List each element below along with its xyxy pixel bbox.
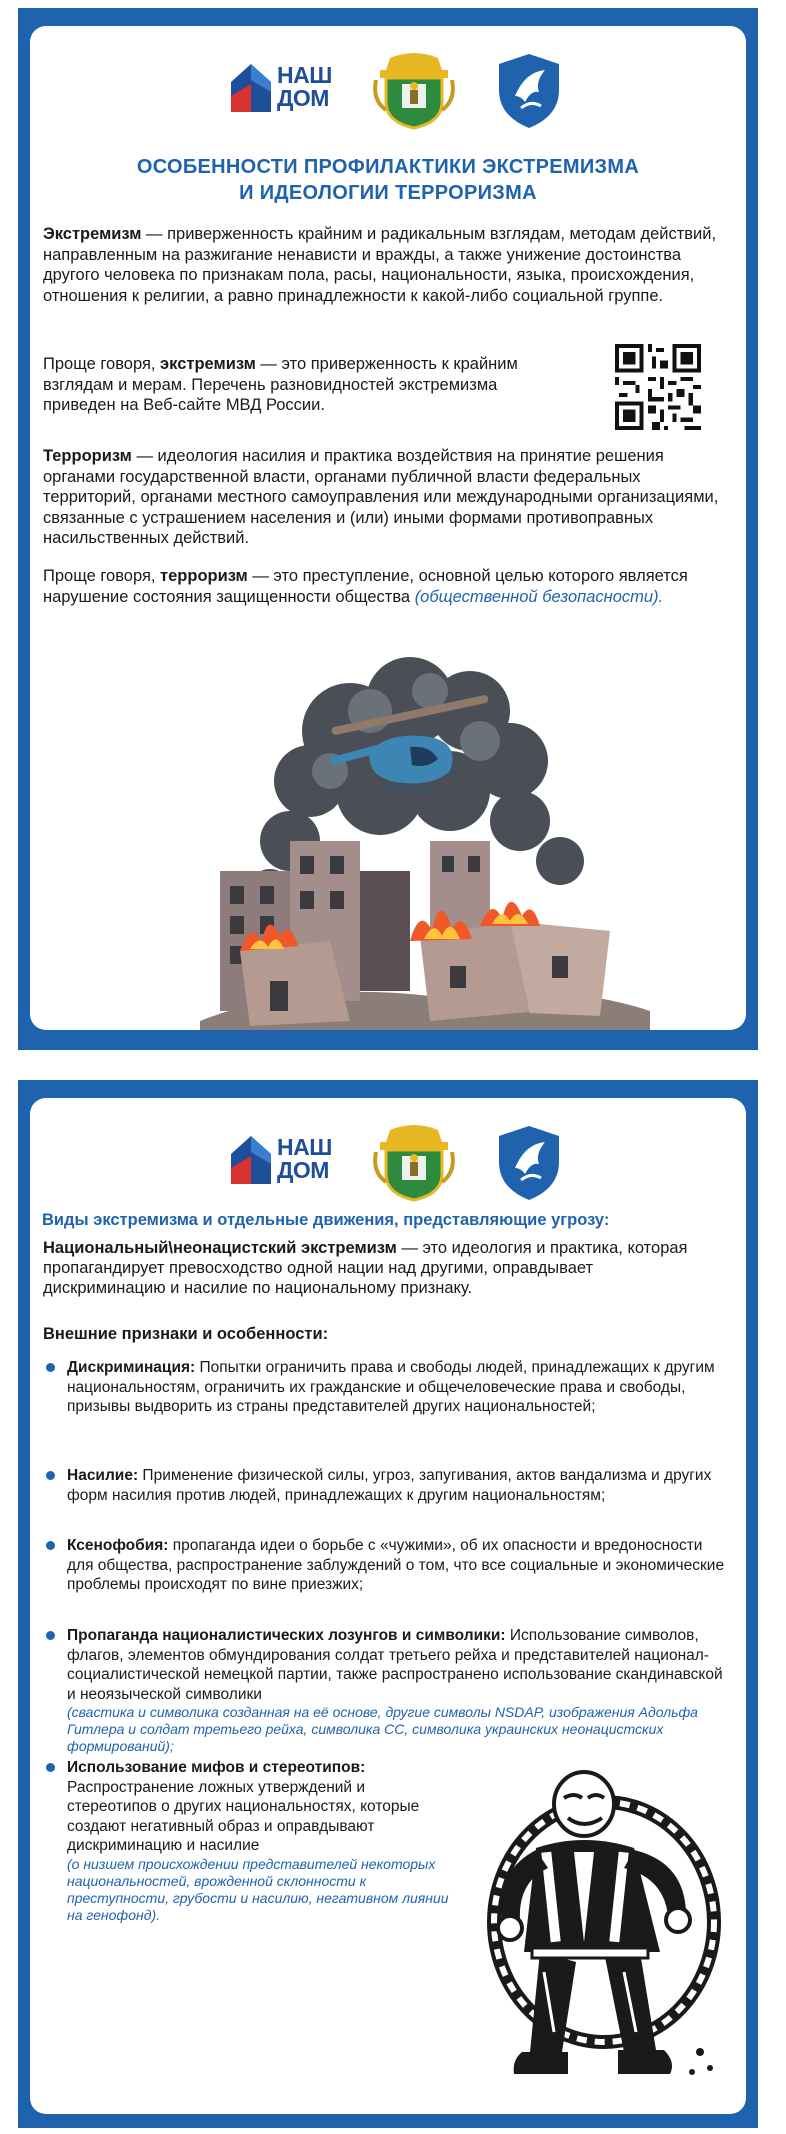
terrorism-term: Терроризм — [43, 447, 132, 465]
bullet-violence — [43, 1466, 732, 1505]
extremism-term: Экстремизм — [43, 225, 142, 243]
nationalism-term: Национальный\неонацистский экстремизм — [43, 1239, 397, 1257]
extremism-term-simple: экстремизм — [160, 355, 256, 373]
bullet-term: Насилие: — [67, 1467, 139, 1484]
nash-dom-logo-2 — [227, 1134, 337, 1186]
bullet-myths — [43, 1758, 456, 1924]
bullet-dot — [46, 1471, 55, 1480]
bullet-note: (свастика и символика созданная на её основе, другие символы NSDAP, изображения Адольфа Гитлера и солдат третьего рейха, символика СС, символика украинских неонацистских формирований); — [67, 1704, 698, 1754]
house-icon — [227, 62, 275, 114]
extremist-figure-illustration — [464, 1752, 734, 2102]
terrorism-text: — идеология насилия и практика воздействия на принятие решения органами государственной власти, органами публичной власти федеральных территорий, органами местного самоуправления или международными организациями, связанные с устрашением населения и (или) иными формами противоправных насильственных действий. — [43, 447, 719, 547]
bullet-dot — [46, 1631, 55, 1640]
page-two-card — [30, 1098, 746, 2114]
nash-dom-logo — [227, 62, 337, 114]
bullet-dot — [46, 1541, 55, 1550]
title-line-2: И ИДЕОЛОГИИ ТЕРРОРИЗМА — [239, 182, 537, 204]
destroyed-city-illustration — [180, 651, 670, 1030]
qr-code[interactable] — [615, 344, 701, 430]
bullet-xenophobia — [43, 1536, 732, 1595]
bullet-term: Использование мифов и стереотипов: — [67, 1759, 366, 1776]
logos-row-2 — [30, 1110, 746, 1190]
shield-dove-icon — [495, 52, 563, 130]
shield-dove-icon — [495, 1124, 563, 1202]
bullet-propaganda — [43, 1626, 732, 1755]
extremism-text: — приверженность крайним и радикальным взглядам, методам действий, направленным на разжигание ненависти и вражды, а также унижение достоинства другого человека по признакам пола, расы, национальности, языка, происхождения, отношения к религии, а равно принадлежности к какой-либо социальной группе. — [43, 225, 717, 305]
page-one-card — [30, 26, 746, 1030]
nash-dom-line2: ДОМ — [277, 1157, 329, 1183]
city-coat-of-arms-icon — [372, 50, 456, 130]
terrorism-simple — [43, 566, 722, 607]
logos-row — [30, 38, 746, 118]
public-safety-note: (общественной безопасности). — [414, 587, 664, 606]
terrorism-definition — [43, 446, 722, 549]
nationalism-text: — это идеология и практика, которая пропагандирует превосходство одной нации над другими, оправдывает дискриминацию и насилие по национальному признаку. — [43, 1239, 688, 1297]
page-one — [18, 8, 758, 1050]
nash-dom-line1: НАШ — [277, 62, 332, 88]
page-two — [18, 1080, 758, 2128]
extremism-simple — [43, 354, 566, 416]
bullet-term: Дискриминация: — [67, 1359, 196, 1376]
title-line-1: ОСОБЕННОСТИ ПРОФИЛАКТИКИ ЭКСТРЕМИЗМА — [136, 156, 640, 178]
extremism-simple-text: — это приверженность к крайним взглядам и мерам. Перечень разновидностей экстремизма приведен на Веб-сайте МВД России. — [43, 355, 518, 414]
bullet-text: Использование символов, флагов, элементов обмундирования солдат третьего рейха и представителей национал-социалистической немецкой партии, также распространено использование скандинавской и неоязыческой символики — [67, 1627, 723, 1703]
bullet-term: Ксенофобия: — [67, 1537, 169, 1554]
house-icon — [227, 1134, 275, 1186]
bullet-text: пропаганда идеи о борьбе с «чужими», об их опасности и вредоносности для общества, распространение заблуждений о том, что все социальные и экономические проблемы происходят по вине приезжих; — [67, 1537, 725, 1593]
bullet-discrimination — [43, 1358, 732, 1417]
nash-dom-line2: ДОМ — [277, 85, 329, 111]
bullet-term: Пропаганда националистических лозунгов и символики: — [67, 1627, 506, 1644]
bullet-dot — [46, 1763, 55, 1772]
terrorism-term-simple: терроризм — [160, 567, 248, 585]
bullet-note: (о низшем происхождении представителей некоторых национальностей, врожденной склонности к преступности, грубости и насилию, негативном лиянии на генофонд). — [67, 1855, 449, 1923]
signs-subheading: Внешние признаки и особенности: — [43, 1325, 329, 1343]
city-coat-of-arms-icon — [372, 1122, 456, 1202]
simple-prefix-2: Проще говоря, — [43, 567, 161, 585]
page-title — [30, 154, 746, 206]
bullet-text: Применение физической силы, угроз, запугивания, актов вандализма и других форм насилия против людей, принадлежащих к другим национальностям; — [67, 1467, 712, 1504]
nash-dom-line1: НАШ — [277, 1134, 332, 1160]
bullet-text: Попытки ограничить права и свободы людей, принадлежащих к другим национальностям, ограничить их гражданские и общечеловеческие права и свободы, призывы выдворить из страны представителей других национальностей; — [67, 1359, 715, 1415]
extremism-definition — [43, 224, 722, 306]
bullet-dot — [46, 1363, 55, 1372]
terrorism-simple-text: — это преступление, основной целью которого является нарушение состояния защищенности общества — [43, 567, 688, 606]
simple-prefix: Проще говоря, — [43, 355, 161, 373]
bullet-text: Распространение ложных утверждений и стереотипов о других национальностях, которые создают негативный образ и оправдывают дискриминацию и насилие — [67, 1778, 420, 1854]
nationalism-definition — [43, 1238, 706, 1298]
threats-heading: Виды экстремизма и отдельные движения, представляющие угрозу: — [42, 1211, 610, 1229]
